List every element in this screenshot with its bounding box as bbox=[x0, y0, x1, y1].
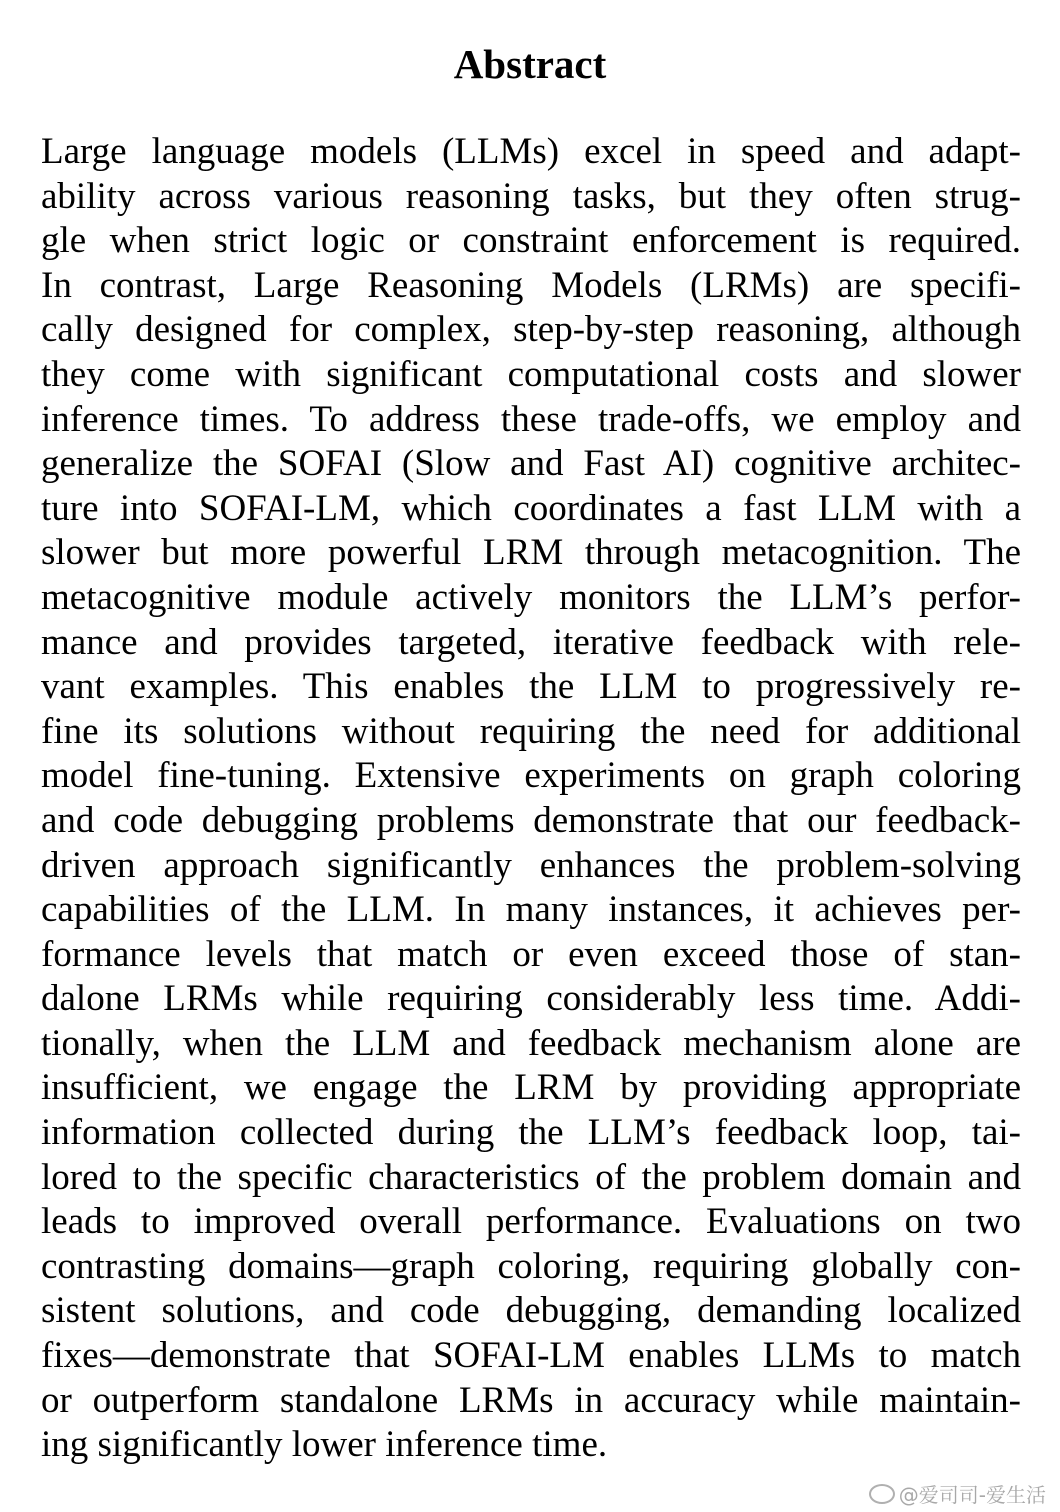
abstract-line: metacognitive module actively monitors the LLM’s perfor- bbox=[41, 576, 1021, 618]
abstract-line: formance levels that match or even exceed those of stan- bbox=[41, 933, 1021, 975]
abstract-line: Large language models (LLMs) excel in speed and adapt- bbox=[41, 131, 1021, 172]
abstract-line: and code debugging problems demonstrate that our feedback- bbox=[41, 799, 1021, 841]
abstract-line: generalize the SOFAI (Slow and Fast AI) cognitive architec- bbox=[41, 443, 1021, 485]
abstract-line: contrasting domains—graph coloring, requiring globally con- bbox=[41, 1245, 1021, 1287]
abstract-line: fine its solutions without requiring the need for additional bbox=[41, 710, 1021, 752]
abstract-line: leads to improved overall performance. Evaluations on two bbox=[41, 1201, 1021, 1243]
abstract-line: ture into SOFAI-LM, which coordinates a fast LLM with a bbox=[41, 487, 1021, 529]
abstract-line: dalone LRMs while requiring considerably less time. Addi- bbox=[41, 978, 1021, 1020]
abstract-line: ability across various reasoning tasks, but they often strug- bbox=[41, 175, 1021, 217]
abstract-line: or outperform standalone LRMs in accuracy while maintain- bbox=[41, 1379, 1021, 1421]
abstract-line: insufficient, we engage the LRM by providing appropriate bbox=[41, 1067, 1021, 1109]
weibo-icon bbox=[869, 1484, 895, 1504]
watermark-text: @爱司司-爱生活 bbox=[898, 1483, 1046, 1507]
abstract-line: capabilities of the LLM. In many instances, it achieves per- bbox=[41, 889, 1021, 931]
abstract-line: information collected during the LLM’s feedback loop, tai- bbox=[41, 1112, 1021, 1154]
abstract-line: sistent solutions, and code debugging, demanding localized bbox=[41, 1290, 1021, 1332]
abstract-body bbox=[41, 130, 1021, 1468]
watermark bbox=[869, 1479, 1046, 1508]
abstract-line: In contrast, Large Reasoning Models (LRMs) are specifi- bbox=[41, 264, 1021, 306]
abstract-line: slower but more powerful LRM through metacognition. The bbox=[41, 532, 1021, 574]
abstract-line: tionally, when the LLM and feedback mechanism alone are bbox=[41, 1022, 1021, 1064]
abstract-line: model fine-tuning. Extensive experiments on graph coloring bbox=[41, 755, 1021, 797]
abstract-line-last: ing significantly lower inference time. bbox=[41, 1424, 608, 1466]
abstract-line: fixes—demonstrate that SOFAI-LM enables LLMs to match bbox=[41, 1335, 1021, 1377]
abstract-line: inference times. To address these trade-offs, we employ and bbox=[41, 398, 1021, 440]
abstract-line: driven approach significantly enhances the problem-solving bbox=[41, 844, 1021, 886]
abstract-line: vant examples. This enables the LLM to progressively re- bbox=[41, 666, 1021, 708]
abstract-line: they come with significant computational costs and slower bbox=[41, 353, 1021, 395]
abstract-heading: Abstract bbox=[453, 41, 607, 87]
abstract-line: mance and provides targeted, iterative feedback with rele- bbox=[41, 621, 1021, 663]
abstract-line: gle when strict logic or constraint enforcement is required. bbox=[41, 220, 1021, 262]
abstract-line: cally designed for complex, step-by-step reasoning, although bbox=[41, 309, 1021, 351]
abstract-line: lored to the specific characteristics of the problem domain and bbox=[41, 1156, 1021, 1198]
